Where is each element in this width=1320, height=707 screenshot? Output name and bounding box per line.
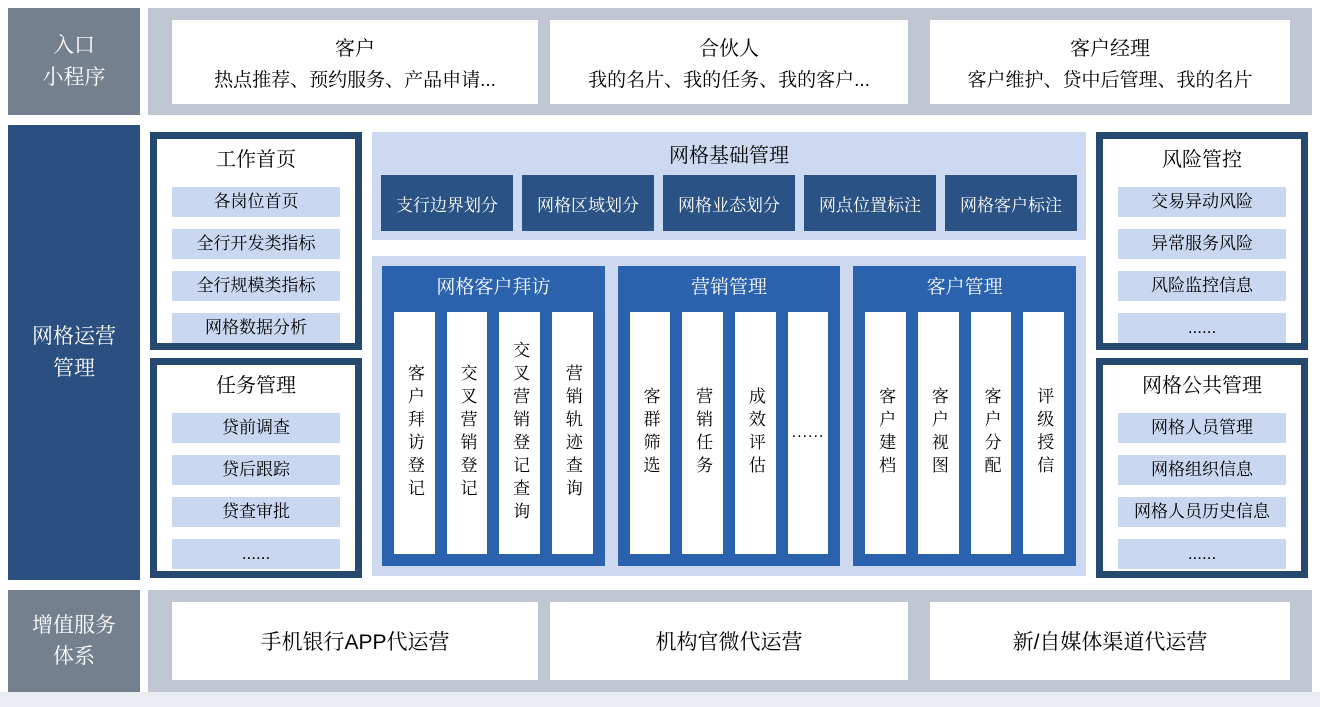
- value-added-card-official-wechat: [550, 602, 908, 680]
- risk-control-item-more: ......: [1118, 313, 1286, 343]
- task-mgmt-title: 任务管理: [216, 375, 296, 397]
- entry-card-account-manager-subtitle: 客户维护、贷中后管理、我的名片: [967, 70, 1253, 91]
- value-added-section-label-text: [32, 610, 116, 673]
- customer-visit-column: 营销轨迹查询: [552, 312, 593, 554]
- entry-card-customer-title: 客户: [335, 38, 375, 60]
- customer-visit-box: [382, 266, 605, 566]
- grid-basic-button: 网格业态划分: [663, 175, 795, 231]
- entry-label-line1: 入口: [53, 34, 95, 57]
- value-added-label-line2: 体系: [53, 645, 95, 668]
- value-added-label-line1: 增值服务: [32, 613, 116, 637]
- customer-mgmt-column: 客户分配: [971, 312, 1012, 554]
- grid-public-mgmt-item-more: ......: [1118, 539, 1286, 569]
- grid-public-mgmt-item: 网格人员历史信息: [1118, 497, 1286, 527]
- work-home-item: 全行规模类指标: [172, 271, 340, 301]
- grid-ops-label-line1: 网格运营: [32, 325, 116, 348]
- entry-section-label-text: [43, 30, 106, 93]
- work-home-item: 网格数据分析: [172, 313, 340, 343]
- task-mgmt-box: [150, 358, 362, 578]
- grid-basic-button: 网格客户标注: [945, 175, 1077, 231]
- grid-ops-label-line2: 管理: [53, 356, 95, 380]
- entry-label-line2: 小程序: [42, 65, 106, 89]
- risk-control-title: 风险管控: [1162, 149, 1242, 171]
- customer-mgmt-box: [853, 266, 1076, 566]
- marketing-mgmt-column: 成效评估: [735, 312, 776, 554]
- work-home-title: 工作首页: [216, 149, 296, 171]
- entry-card-partner: [550, 20, 908, 104]
- value-added-card-new-media: [930, 602, 1290, 680]
- work-home-box: [150, 132, 362, 350]
- customer-mgmt-column: 客户视图: [918, 312, 959, 554]
- grid-public-mgmt-item: 网格人员管理: [1118, 413, 1286, 443]
- customer-mgmt-columns: [865, 312, 1064, 554]
- entry-card-customer-subtitle: 热点推荐、预约服务、产品申请...: [214, 70, 496, 91]
- value-added-section-label: [8, 590, 140, 692]
- entry-card-partner-subtitle: 我的名片、我的任务、我的客户...: [588, 70, 870, 91]
- task-mgmt-item: 贷后跟踪: [172, 455, 340, 485]
- customer-visit-column: 客户拜访登记: [394, 312, 435, 554]
- entry-section-label: [8, 8, 140, 115]
- work-home-item: 各岗位首页: [172, 187, 340, 217]
- task-mgmt-item-more: ......: [172, 539, 340, 569]
- value-added-card-mobile-app: [172, 602, 538, 680]
- task-mgmt-item: 贷前调查: [172, 413, 340, 443]
- entry-card-partner-title: 合伙人: [699, 38, 759, 60]
- grid-ops-section-label-text: [32, 321, 116, 384]
- marketing-mgmt-box: [618, 266, 841, 566]
- grid-basic-panel: [372, 132, 1086, 240]
- customer-visit-column: 交叉营销登记: [447, 312, 488, 554]
- grid-public-mgmt-title: 网格公共管理: [1142, 375, 1262, 397]
- grid-public-mgmt-box: [1096, 358, 1308, 578]
- customer-mgmt-title: 客户管理: [926, 277, 1003, 298]
- grid-basic-button: 支行边界划分: [381, 175, 513, 231]
- value-added-card-mobile-app-label: 手机银行APP代运营: [260, 631, 450, 654]
- grid-basic-title: 网格基础管理: [669, 145, 789, 167]
- grid-ops-section-label: [8, 125, 140, 580]
- customer-visit-columns: [394, 312, 593, 554]
- risk-control-box: [1096, 132, 1308, 350]
- customer-mgmt-column: 客户建档: [865, 312, 906, 554]
- grid-functions-panel: [372, 256, 1086, 576]
- marketing-mgmt-column: 客群筛选: [630, 312, 671, 554]
- risk-control-item: 异常服务风险: [1118, 229, 1286, 259]
- entry-card-account-manager-title: 客户经理: [1070, 38, 1150, 60]
- value-added-card-official-wechat-label: 机构官微代运营: [655, 631, 803, 654]
- entry-card-customer: [172, 20, 538, 104]
- marketing-mgmt-columns: [630, 312, 829, 554]
- marketing-mgmt-column: 营销任务: [682, 312, 723, 554]
- work-home-item: 全行开发类指标: [172, 229, 340, 259]
- grid-public-mgmt-item: 网格组织信息: [1118, 455, 1286, 485]
- value-added-card-new-media-label: 新/自媒体渠道代运营: [1012, 631, 1208, 654]
- task-mgmt-item: 贷查审批: [172, 497, 340, 527]
- entry-card-account-manager: [930, 20, 1290, 104]
- marketing-mgmt-column-more: ......: [788, 312, 829, 554]
- grid-basic-button: 网格区域划分: [522, 175, 654, 231]
- marketing-mgmt-title: 营销管理: [691, 277, 768, 298]
- risk-control-item: 交易异动风险: [1118, 187, 1286, 217]
- grid-basic-button: 网点位置标注: [804, 175, 936, 231]
- grid-basic-button-row: [381, 175, 1077, 231]
- customer-visit-title: 网格客户拜访: [436, 277, 551, 298]
- customer-visit-column: 交叉营销登记查询: [499, 312, 540, 554]
- footer-strip: [0, 692, 1320, 707]
- customer-mgmt-column: 评级授信: [1023, 312, 1064, 554]
- risk-control-item: 风险监控信息: [1118, 271, 1286, 301]
